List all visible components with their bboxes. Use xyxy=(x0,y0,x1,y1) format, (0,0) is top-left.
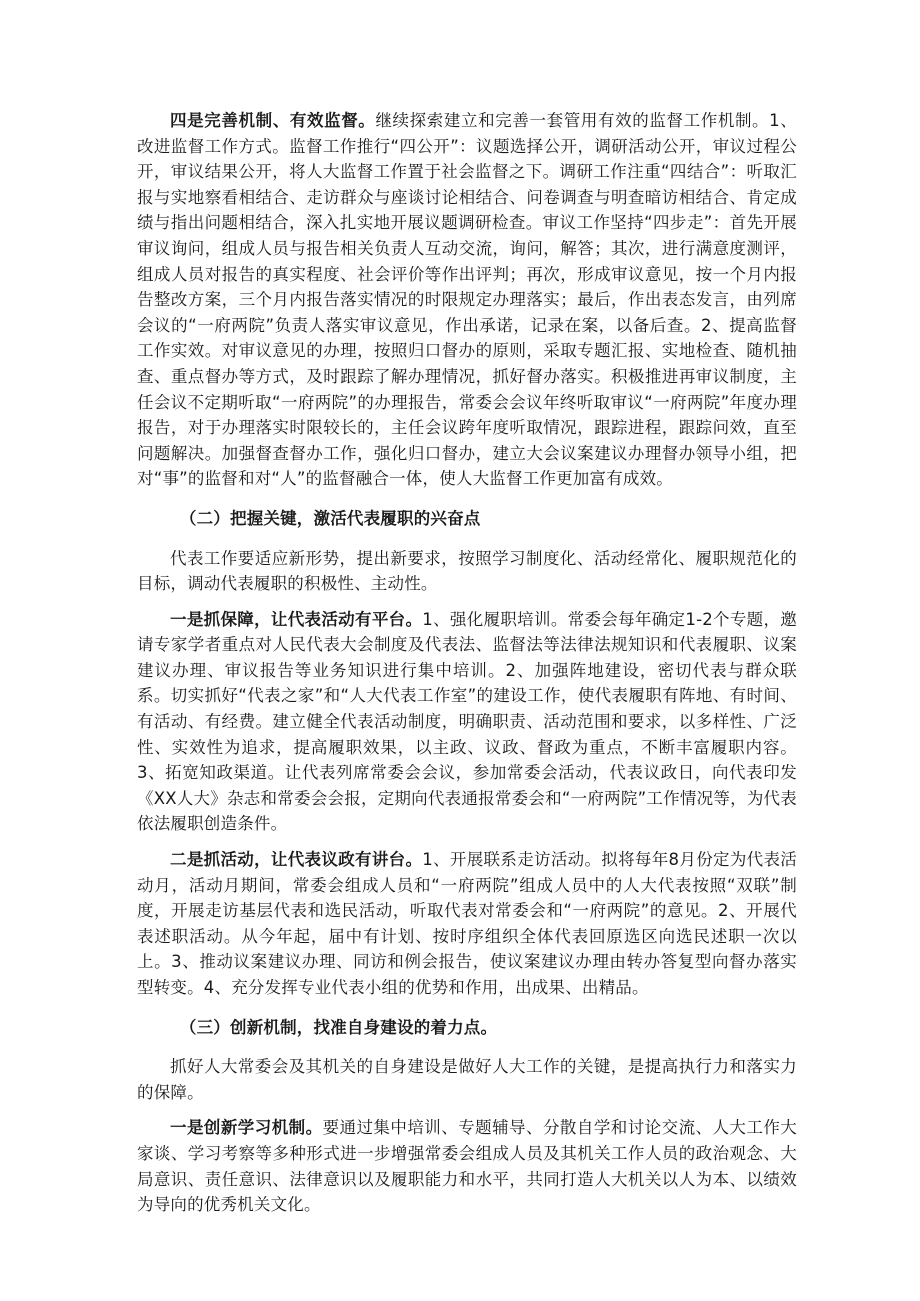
section-heading-3: （三）创新机制，找准自身建设的着力点。 xyxy=(179,1017,498,1037)
paragraph-text: 继续探索建立和完善一套管用有效的监督工作机制。1、改进监督工作方式。监督工作推行“四公开”：议题选择公开，调研活动公开，审议过程公开，审议结果公开，将人大监督工作置于社会监督之下。调研工作注重“四结合”：听取汇报与实地察看相结合、走访群众与座谈讨论相结合、问卷调查与明查暗访相结合、肯定成绩与指出问题相结合，深入扎实地开展议题调研检查。审议工作坚持“四步走”：首先开展审议询问，组成人员与报告相关负责人互动交流，询问，解答；其次，进行满意度测评，组成人员对报告的真实程度、社会评价等作出评判；再次，形成审议意见，按一个月内报告整改方案，三个月内报告落实情况的时限规定办理落实；最后，作出表态发言，由列席会议的“一府两院”负责人落实审议意见，作出承诺，记录在案，以备后查。2、提高监督工作实效。对审议意见的办理，按照归口督办的原则，采取专题汇报、实地检查、随机抽查、重点督办等方式，及时跟踪了解办理情况，抓好督办落实。积极推进再审议制度，主任会议不定期听取“一府两院”的办理报告，常委会会议年终听取审议“一府两院”年度办理报告，对于办理落实时限较长的，主任会议跨年度听取情况，跟踪进程，跟踪问效，直至问题解决。加强督查督办工作，强化归口督办，建立大会议案建议办理督办领导小组，把对“事”的监督和对“人”的监督融合一体，使人大监督工作更加富有成效。 xyxy=(137,111,797,489)
section-2-intro: 代表工作要适应新形势，提出新要求，按照学习制度化、活动经常化、履职规范化的目标，调动代表履职的积极性、主动性。 xyxy=(137,548,797,594)
paragraph-lead: 四是完善机制、有效监督。 xyxy=(170,111,376,130)
section-3-intro: 抓好人大常委会及其机关的自身建设是做好人大工作的关键，是提高执行力和落实力的保障。 xyxy=(137,1057,797,1102)
paragraph-lead: 二是抓活动，让代表议政有讲台。 xyxy=(170,850,423,870)
paragraph-text: 1、开展联系走访活动。拟将每年8月份定为代表活动月，活动月期间，常委会组成人员和“一府两院”组成人员中的人大代表按照“双联”制度，开展走访基层代表和选民活动，听取代表对常委会和“一府两院”的意见。2、开展代表述职活动。从今年起，届中有计划、按时序组织全体代表回原选区向选民述职一次以上。3、推动议案建议办理、同访和例会报告，使议案建议办理由转办答复型向督办落实型转变。4、充分发挥专业代表小组的优势和作用，出成果、出精品。 xyxy=(137,850,797,997)
paragraph-lead: 一是创新学习机制。 xyxy=(170,1118,323,1138)
section-heading-2: （二）把握关键，激活代表履职的兴奋点 xyxy=(179,508,481,528)
document-body xyxy=(137,108,797,1228)
paragraph-guarantee xyxy=(137,607,797,837)
paragraph-activities xyxy=(137,847,797,1001)
paragraph-text: 1、强化履职培训。常委会每年确定1-2个专题，邀请专家学者重点对人民代表大会制度及代表法、监督法等法律法规知识和代表履职、议案建议办理、审议报告等业务知识进行集中培训。2、加强阵地建设，密切代表与群众联系。切实抓好“代表之家”和“人大代表工作室”的建设工作，使代表履职有阵地、有时间、有活动、有经费。建立健全代表活动制度，明确职责、活动范围和要求，以多样性、广泛性、实效性为追求，提高履职效果，以主政、议政、督政为重点，不断丰富履职内容。3、拓宽知政渠道。让代表列席常委会会议，参加常委会活动，代表议政日，向代表印发《XX人大》杂志和常委会会报，定期向代表通报常委会和“一府两院”工作情况等，为代表依法履职创造条件。 xyxy=(137,609,798,834)
paragraph-learning-mechanism xyxy=(137,1115,797,1217)
paragraph-improve-mechanism xyxy=(137,108,797,492)
paragraph-text: 要通过集中培训、专题辅导、分散自学和讨论交流、人大工作大家谈、学习考察等多种形式进一步增强常委会组成人员及其机关工作人员的政治观念、大局意识、责任意识、法律意识以及履职能力和水平，共同打造人大机关以人为本、以绩效为导向的优秀机关文化。 xyxy=(137,1118,797,1215)
paragraph-lead: 一是抓保障，让代表活动有平台。 xyxy=(170,609,423,629)
